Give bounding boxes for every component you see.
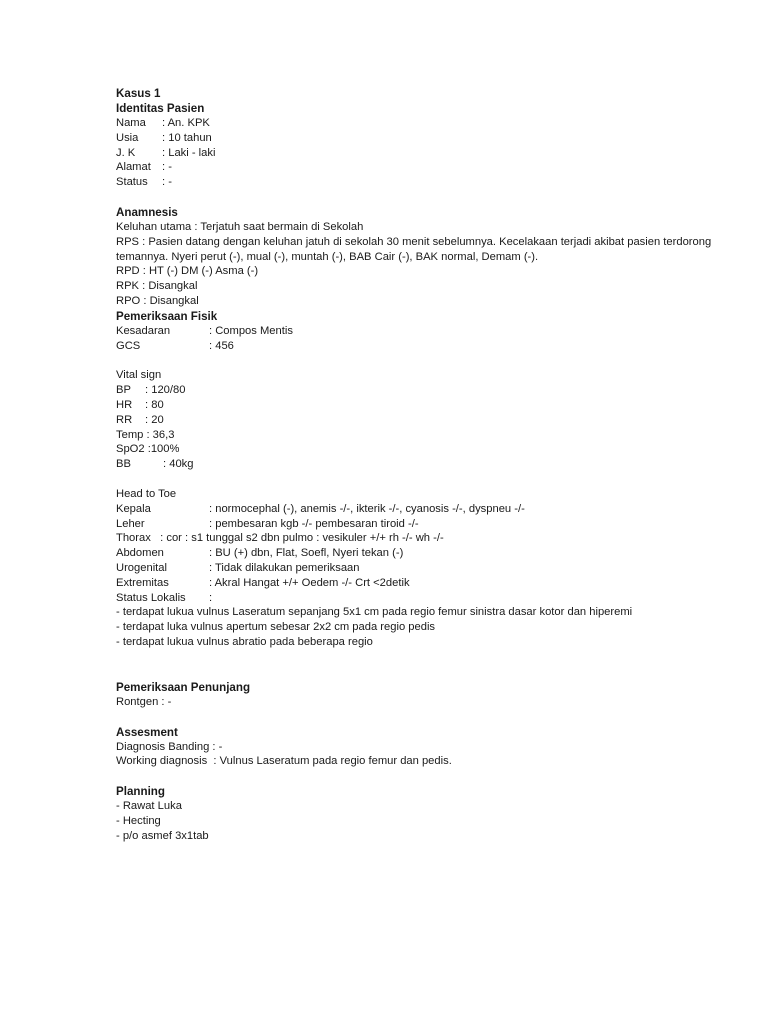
htt-key: Kepala xyxy=(116,502,151,515)
identity-key: Usia xyxy=(116,131,139,144)
htt-thorax: Thorax : cor : s1 tunggal s2 dbn pulmo : vesikuler +/+ rh -/- wh -/- xyxy=(116,532,444,545)
htt-row-abdomen xyxy=(116,546,716,561)
identity-value: : An. KPK xyxy=(162,117,210,129)
document-page xyxy=(116,86,716,843)
identity-row-alamat xyxy=(116,160,716,175)
identity-value: : Laki - laki xyxy=(162,146,216,159)
lokalis-item: - terdapat lukua vulnus Laseratum sepanjang 5x1 cm pada regio femur sinistra dasar kotor dan hiperemi xyxy=(116,606,633,619)
vital-value: : 20 xyxy=(145,413,164,426)
planning-item: - Hecting xyxy=(116,814,161,827)
physical-exam-heading: Pemeriksaan Fisik xyxy=(116,309,218,323)
supporting-exam-heading: Pemeriksaan Penunjang xyxy=(116,680,251,694)
htt-value: : xyxy=(209,591,213,604)
identity-row-usia xyxy=(116,131,716,146)
head-to-toe-heading: Head to Toe xyxy=(116,487,177,500)
planning-item: - p/o asmef 3x1tab xyxy=(116,829,209,842)
vital-key: RR xyxy=(116,413,133,426)
identity-row-status xyxy=(116,175,716,190)
htt-value: : pembesaran kgb -/- pembesaran tiroid -/- xyxy=(209,517,419,530)
identity-key: Nama xyxy=(116,117,146,129)
lokalis-item: - terdapat luka vulnus apertum sebesar 2x2 cm pada regio pedis xyxy=(116,621,436,634)
htt-value: : BU (+) dbn, Flat, Soefl, Nyeri tekan (-) xyxy=(209,547,404,560)
diagnosis-banding: Diagnosis Banding : - xyxy=(116,740,223,753)
anamnesis-heading: Anamnesis xyxy=(116,205,178,219)
exam-value: : Compos Mentis xyxy=(209,324,293,337)
htt-row-extremitas xyxy=(116,576,716,591)
vital-temp: Temp : 36,3 xyxy=(116,428,175,441)
identity-row-nama xyxy=(116,116,716,131)
vital-sign-heading: Vital sign xyxy=(116,369,162,382)
identity-value: : 10 tahun xyxy=(162,131,212,144)
identity-value: : - xyxy=(162,176,172,189)
vital-spo2: SpO2 :100% xyxy=(116,443,180,456)
vital-key: HR xyxy=(116,398,133,411)
htt-key: Urogenital xyxy=(116,561,167,574)
working-diagnosis: Working diagnosis : Vulnus Laseratum pada regio femur dan pedis. xyxy=(116,755,452,768)
htt-row-kepala xyxy=(116,502,716,517)
planning-item: - Rawat Luka xyxy=(116,800,182,813)
htt-key: Status Lokalis xyxy=(116,591,186,604)
htt-row-urogenital xyxy=(116,561,716,576)
htt-row-leher xyxy=(116,517,716,532)
exam-key: GCS xyxy=(116,339,141,352)
vital-value: : 40kg xyxy=(163,458,194,471)
rpk-line: RPK : Disangkal xyxy=(116,280,198,293)
vital-key: BP xyxy=(116,384,131,397)
vital-row-bp xyxy=(116,383,716,398)
htt-key: Abdomen xyxy=(116,547,164,560)
keluhan-utama: Keluhan utama : Terjatuh saat bermain di Sekolah xyxy=(116,220,364,233)
identity-row-jk xyxy=(116,146,716,161)
htt-key: Leher xyxy=(116,517,145,530)
htt-value: : normocephal (-), anemis -/-, ikterik -/-, cyanosis -/-, dyspneu -/- xyxy=(209,502,525,515)
vital-row-hr xyxy=(116,398,716,413)
identity-key: Alamat xyxy=(116,161,151,174)
exam-key: Kesadaran xyxy=(116,324,171,337)
identity-key: J. K xyxy=(116,146,136,159)
identity-key: Status xyxy=(116,176,148,189)
vital-row-rr xyxy=(116,413,716,428)
vital-key: BB xyxy=(116,458,131,471)
htt-key: Extremitas xyxy=(116,576,169,589)
exam-row-gcs xyxy=(116,339,716,354)
rps-paragraph: RPS : Pasien datang dengan keluhan jatuh di sekolah 30 menit sebelumnya. Kecelakaan terjadi akibat pasien terdorong temannya. Nyeri perut (-), mual (-), muntah (-), BAB Cair (-), BAK normal, Demam (-). xyxy=(116,235,712,263)
htt-row-lokalis xyxy=(116,591,716,606)
case-title: Kasus 1 xyxy=(116,87,161,100)
exam-row-kesadaran xyxy=(116,324,716,339)
vital-value: : 120/80 xyxy=(145,384,186,397)
lokalis-item: - terdapat lukua vulnus abratio pada beberapa regio xyxy=(116,635,373,648)
planning-heading: Planning xyxy=(116,785,165,799)
exam-value: : 456 xyxy=(209,339,234,352)
rpd-line: RPD : HT (-) DM (-) Asma (-) xyxy=(116,265,259,278)
rontgen-line: Rontgen : - xyxy=(116,695,172,708)
htt-value: : Tidak dilakukan pemeriksaan xyxy=(209,561,360,574)
htt-value: : Akral Hangat +/+ Oedem -/- Crt <2detik xyxy=(209,576,410,589)
vital-row-bb xyxy=(116,457,716,472)
patient-identity-heading: Identitas Pasien xyxy=(116,102,205,115)
assesment-heading: Assesment xyxy=(116,725,178,739)
rpo-line: RPO : Disangkal xyxy=(116,294,199,307)
identity-value: : - xyxy=(162,161,172,174)
vital-value: : 80 xyxy=(145,398,164,411)
